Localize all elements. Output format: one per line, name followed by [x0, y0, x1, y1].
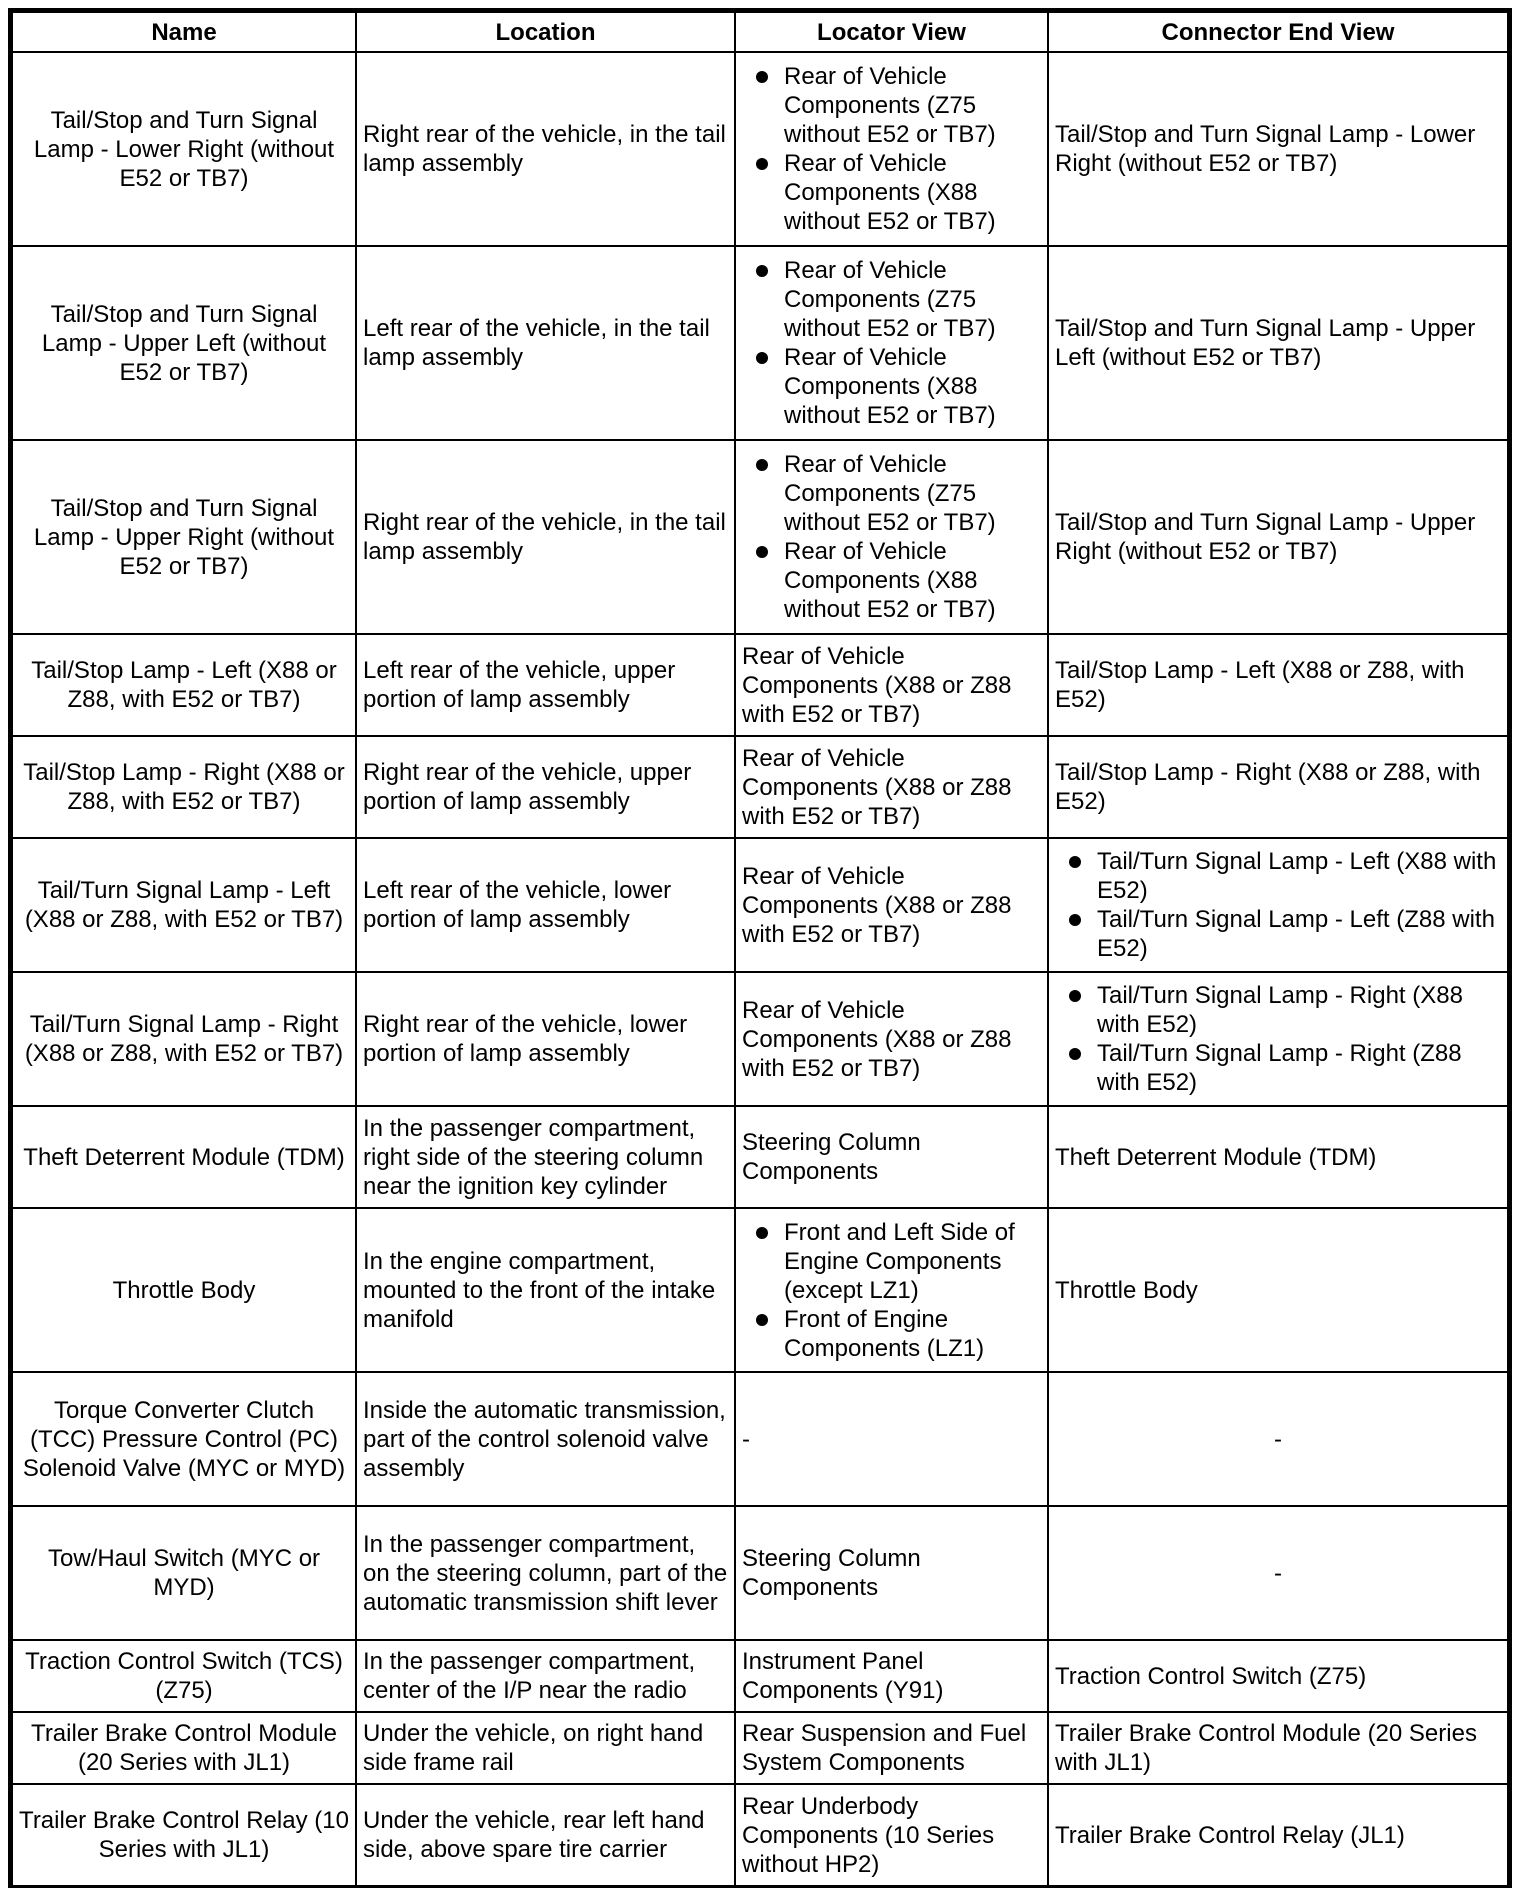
connector-end-view-cell: Tail/Stop and Turn Signal Lamp - Upper Right (without E52 or TB7)	[1048, 440, 1508, 634]
locator-view-cell	[735, 52, 1048, 246]
locator-view-cell: Steering Column Components	[735, 1106, 1048, 1208]
connector-end-view-cell: -	[1048, 1506, 1508, 1640]
name-cell: Traction Control Switch (TCS) (Z75)	[12, 1640, 356, 1712]
locator-view-cell: Rear of Vehicle Components (X88 or Z88 with E52 or TB7)	[735, 736, 1048, 838]
location-cell: In the passenger compartment, center of the I/P near the radio	[356, 1640, 735, 1712]
location-cell: Left rear of the vehicle, upper portion of lamp assembly	[356, 634, 735, 736]
table-header-row	[12, 12, 1508, 52]
bullet-item: Tail/Turn Signal Lamp - Right (Z88 with E52)	[1055, 1039, 1501, 1097]
bullet-item: Rear of Vehicle Components (X88 without E52 or TB7)	[742, 149, 1041, 236]
table-row	[12, 1106, 1508, 1208]
table-row	[12, 1784, 1508, 1886]
table-row	[12, 736, 1508, 838]
location-cell: In the passenger compartment, on the steering column, part of the automatic transmission shift lever	[356, 1506, 735, 1640]
location-cell: Left rear of the vehicle, in the tail lamp assembly	[356, 246, 735, 440]
table-row	[12, 634, 1508, 736]
location-cell: Right rear of the vehicle, lower portion of lamp assembly	[356, 972, 735, 1106]
table-row	[12, 52, 1508, 246]
bullet-item: Tail/Turn Signal Lamp - Right (X88 with E52)	[1055, 981, 1501, 1039]
header-name: Name	[12, 12, 356, 52]
location-cell: Under the vehicle, on right hand side frame rail	[356, 1712, 735, 1784]
table-row	[12, 1208, 1508, 1372]
locator-view-cell: Rear Suspension and Fuel System Components	[735, 1712, 1048, 1784]
table-body	[12, 52, 1508, 1886]
bullet-list	[742, 62, 1041, 236]
location-cell: Right rear of the vehicle, upper portion of lamp assembly	[356, 736, 735, 838]
header-location: Location	[356, 12, 735, 52]
component-locator-table-container	[8, 8, 1512, 1888]
connector-end-view-cell	[1048, 972, 1508, 1106]
name-cell: Trailer Brake Control Module (20 Series with JL1)	[12, 1712, 356, 1784]
bullet-item: Rear of Vehicle Components (X88 without E52 or TB7)	[742, 537, 1041, 624]
location-cell: In the engine compartment, mounted to the front of the intake manifold	[356, 1208, 735, 1372]
bullet-item: Front of Engine Components (LZ1)	[742, 1305, 1041, 1363]
table-row	[12, 972, 1508, 1106]
name-cell: Tail/Turn Signal Lamp - Right (X88 or Z88, with E52 or TB7)	[12, 972, 356, 1106]
table-row	[12, 1712, 1508, 1784]
name-cell: Tail/Stop and Turn Signal Lamp - Upper Left (without E52 or TB7)	[12, 246, 356, 440]
name-cell: Tow/Haul Switch (MYC or MYD)	[12, 1506, 356, 1640]
location-cell: Left rear of the vehicle, lower portion of lamp assembly	[356, 838, 735, 972]
locator-view-cell: Rear of Vehicle Components (X88 or Z88 with E52 or TB7)	[735, 634, 1048, 736]
connector-end-view-cell: Theft Deterrent Module (TDM)	[1048, 1106, 1508, 1208]
connector-end-view-cell: Tail/Stop and Turn Signal Lamp - Upper Left (without E52 or TB7)	[1048, 246, 1508, 440]
bullet-list	[742, 256, 1041, 430]
header-locator-view: Locator View	[735, 12, 1048, 52]
header-connector-end-view: Connector End View	[1048, 12, 1508, 52]
locator-view-cell: -	[735, 1372, 1048, 1506]
table-row	[12, 440, 1508, 634]
connector-end-view-cell: Throttle Body	[1048, 1208, 1508, 1372]
connector-end-view-cell: Tail/Stop Lamp - Right (X88 or Z88, with E52)	[1048, 736, 1508, 838]
name-cell: Throttle Body	[12, 1208, 356, 1372]
name-cell: Tail/Stop and Turn Signal Lamp - Lower Right (without E52 or TB7)	[12, 52, 356, 246]
locator-view-cell: Instrument Panel Components (Y91)	[735, 1640, 1048, 1712]
bullet-item: Rear of Vehicle Components (X88 without E52 or TB7)	[742, 343, 1041, 430]
connector-end-view-cell: Tail/Stop Lamp - Left (X88 or Z88, with E52)	[1048, 634, 1508, 736]
bullet-list	[1055, 981, 1501, 1097]
location-cell: In the passenger compartment, right side of the steering column near the ignition key cylinder	[356, 1106, 735, 1208]
table-row	[12, 838, 1508, 972]
location-cell: Inside the automatic transmission, part of the control solenoid valve assembly	[356, 1372, 735, 1506]
locator-view-cell: Rear of Vehicle Components (X88 or Z88 with E52 or TB7)	[735, 838, 1048, 972]
bullet-item: Front and Left Side of Engine Components (except LZ1)	[742, 1218, 1041, 1305]
connector-end-view-cell: Tail/Stop and Turn Signal Lamp - Lower Right (without E52 or TB7)	[1048, 52, 1508, 246]
name-cell: Theft Deterrent Module (TDM)	[12, 1106, 356, 1208]
table-row	[12, 246, 1508, 440]
name-cell: Tail/Stop Lamp - Left (X88 or Z88, with E52 or TB7)	[12, 634, 356, 736]
locator-view-cell	[735, 246, 1048, 440]
connector-end-view-cell: Trailer Brake Control Module (20 Series with JL1)	[1048, 1712, 1508, 1784]
table-row	[12, 1372, 1508, 1506]
bullet-list	[1055, 847, 1501, 963]
name-cell: Tail/Stop and Turn Signal Lamp - Upper Right (without E52 or TB7)	[12, 440, 356, 634]
name-cell: Trailer Brake Control Relay (10 Series with JL1)	[12, 1784, 356, 1886]
name-cell: Tail/Turn Signal Lamp - Left (X88 or Z88, with E52 or TB7)	[12, 838, 356, 972]
bullet-item: Rear of Vehicle Components (Z75 without E52 or TB7)	[742, 450, 1041, 537]
location-cell: Right rear of the vehicle, in the tail lamp assembly	[356, 440, 735, 634]
locator-view-cell: Rear Underbody Components (10 Series without HP2)	[735, 1784, 1048, 1886]
component-locator-table	[11, 11, 1509, 1887]
table-row	[12, 1506, 1508, 1640]
locator-view-cell: Steering Column Components	[735, 1506, 1048, 1640]
bullet-list	[742, 450, 1041, 624]
bullet-item: Tail/Turn Signal Lamp - Left (Z88 with E52)	[1055, 905, 1501, 963]
connector-end-view-cell: Traction Control Switch (Z75)	[1048, 1640, 1508, 1712]
locator-view-cell: Rear of Vehicle Components (X88 or Z88 with E52 or TB7)	[735, 972, 1048, 1106]
connector-end-view-cell	[1048, 838, 1508, 972]
name-cell: Tail/Stop Lamp - Right (X88 or Z88, with E52 or TB7)	[12, 736, 356, 838]
location-cell: Right rear of the vehicle, in the tail lamp assembly	[356, 52, 735, 246]
bullet-item: Tail/Turn Signal Lamp - Left (X88 with E52)	[1055, 847, 1501, 905]
name-cell: Torque Converter Clutch (TCC) Pressure Control (PC) Solenoid Valve (MYC or MYD)	[12, 1372, 356, 1506]
bullet-list	[742, 1218, 1041, 1363]
bullet-item: Rear of Vehicle Components (Z75 without E52 or TB7)	[742, 256, 1041, 343]
connector-end-view-cell: Trailer Brake Control Relay (JL1)	[1048, 1784, 1508, 1886]
locator-view-cell	[735, 1208, 1048, 1372]
table-row	[12, 1640, 1508, 1712]
connector-end-view-cell: -	[1048, 1372, 1508, 1506]
locator-view-cell	[735, 440, 1048, 634]
bullet-item: Rear of Vehicle Components (Z75 without E52 or TB7)	[742, 62, 1041, 149]
location-cell: Under the vehicle, rear left hand side, above spare tire carrier	[356, 1784, 735, 1886]
